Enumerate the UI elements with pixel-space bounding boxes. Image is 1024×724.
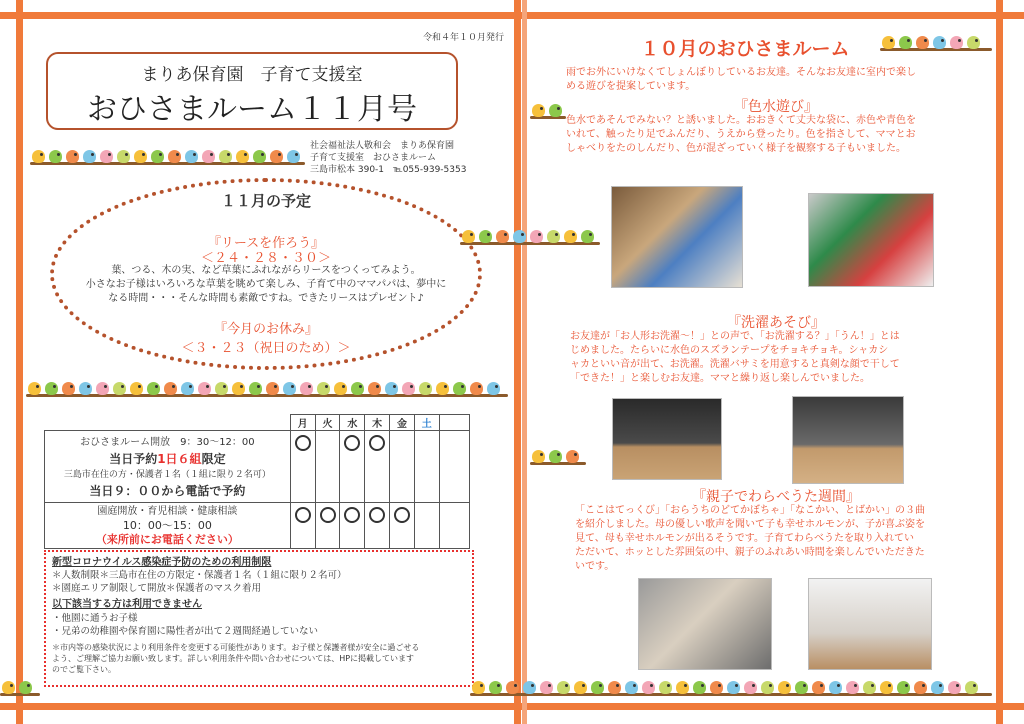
mark-cell	[414, 431, 439, 503]
notice-title: 新型コロナウイルス感染症予防のための利用制限	[52, 557, 272, 568]
section3-line2: を紹介しました。母の優しい歌声を聞いて子も幸せホルモンが、子が喜ぶ姿を	[575, 519, 925, 530]
intro-text	[566, 66, 986, 94]
section3-title: 『親子でわらべうた週間』	[692, 489, 860, 505]
bird-icon	[147, 382, 160, 395]
photo-warabe-children	[808, 578, 932, 670]
bird-icon	[564, 230, 577, 243]
bird-icon	[506, 681, 519, 694]
bird-icon	[549, 104, 562, 117]
bird-icon	[591, 681, 604, 694]
section1-text	[566, 114, 996, 156]
right-heading: １０月のおひさまルーム	[640, 38, 850, 60]
section3-line1: 「ここはてっくび」「おらうちのどてかぼちゃ」「なこかい、とばかい」の３曲	[575, 505, 925, 516]
section2-title: 『洗濯あそび』	[727, 315, 825, 331]
photo-color-water-bag	[808, 193, 934, 287]
reserve-limit-suffix: 限定	[201, 451, 226, 466]
event-desc	[70, 264, 462, 306]
bird-icon	[931, 681, 944, 694]
event-desc-line2: 小さなお子様はいろいろな草葉を眺めて楽しみ、子育て中のママパパは、夢中に	[85, 279, 447, 290]
title-box	[46, 52, 458, 130]
event-desc-line1: 葉、つる、木の実、など草葉にふれながらリースをつくってみよう。	[111, 265, 421, 276]
section1-line3: しゃべりをたのしんだり、色が混ざっていく様子を観察する子もいました。	[566, 143, 906, 154]
table-corner-cell	[45, 415, 291, 431]
bird-icon	[419, 382, 432, 395]
photo-warabe-props	[638, 578, 772, 670]
bird-icon	[368, 382, 381, 395]
frame-center-left-bar	[514, 0, 521, 724]
bird-icon	[270, 150, 283, 163]
bird-icon	[880, 681, 893, 694]
day-mon: 月	[290, 415, 315, 431]
bird-icon	[897, 681, 910, 694]
bird-icon	[215, 382, 228, 395]
section1-title: 『色水遊び』	[734, 99, 818, 115]
bird-icon	[96, 382, 109, 395]
notice-line6: よう、ご理解ご協力お願い致します。詳しい利用条件や問い合わせについては、HPに掲載しています	[52, 654, 415, 663]
schedule-table	[44, 414, 470, 549]
org-address: 三島市松本 390-1	[310, 165, 385, 175]
bird-icon	[479, 230, 492, 243]
photo-laundry-play-tub	[792, 396, 904, 484]
bird-icon	[287, 150, 300, 163]
bird-icon	[513, 230, 526, 243]
section3-text	[575, 504, 995, 574]
frame-top-bar	[0, 12, 1024, 19]
room-open-eligible: 三島市在住の方・保護者１名（１組に限り２名可）	[63, 469, 271, 480]
mark-cell	[390, 503, 415, 549]
mark-cell	[439, 503, 469, 549]
garden-mark-tue	[320, 507, 336, 523]
bird-icon	[547, 230, 560, 243]
bird-icon	[462, 230, 475, 243]
section1-line2: いれて、触ったり足でふんだり、うえから登ったり。色を指さして、ママとお	[566, 129, 916, 140]
room-open-call: 当日９：００から電話で予約	[89, 483, 246, 498]
frame-center-right-bar	[522, 0, 527, 724]
bird-icon	[436, 382, 449, 395]
room-open-cell	[45, 431, 291, 503]
bird-icon	[472, 681, 485, 694]
bird-icon	[540, 681, 553, 694]
bird-icon	[249, 382, 262, 395]
bird-icon	[812, 681, 825, 694]
bird-icon	[334, 382, 347, 395]
bird-icon	[967, 36, 980, 49]
bird-icon	[948, 681, 961, 694]
bird-icon	[266, 382, 279, 395]
bird-icon	[168, 150, 181, 163]
bird-icon	[829, 681, 842, 694]
bird-icon	[608, 681, 621, 694]
org-tel: ℡055-939-5353	[393, 165, 467, 175]
bird-icon	[863, 681, 876, 694]
bird-icon	[727, 681, 740, 694]
bird-icon	[202, 150, 215, 163]
bird-icon	[795, 681, 808, 694]
day-wed: 水	[340, 415, 365, 431]
bird-icon	[549, 450, 562, 463]
garden-open-hours: 10：00〜15：00	[122, 518, 212, 532]
mark-cell	[414, 503, 439, 549]
bird-icon	[530, 230, 543, 243]
bird-icon	[219, 150, 232, 163]
bird-icon	[625, 681, 638, 694]
bird-icon	[693, 681, 706, 694]
subtitle: まりあ保育園 子育て支援室	[141, 65, 363, 85]
bird-icon	[557, 681, 570, 694]
bird-icon	[45, 382, 58, 395]
table-row	[45, 503, 470, 549]
org-line1: 社会福祉法人敬和会 まりあ保育園	[310, 141, 455, 151]
bird-garland-bottom-left	[0, 677, 40, 703]
bird-icon	[83, 150, 96, 163]
bird-icon	[253, 150, 266, 163]
bird-icon	[151, 150, 164, 163]
section3-line4: ただいて、ホッとした雰囲気の中、親子のふれあい時間を楽しんでいただきた	[575, 547, 925, 558]
section2-text	[570, 330, 990, 386]
mark-cell	[390, 431, 415, 503]
mark-cell	[439, 431, 469, 503]
notice-subtitle: 以下該当する方は利用できません	[52, 599, 202, 610]
bird-garland-top-right	[880, 32, 992, 58]
bird-garland-top-left	[30, 146, 305, 172]
issue-date: 令和４年１０月発行	[422, 33, 504, 43]
garden-mark-thu	[369, 507, 385, 523]
bird-icon	[283, 382, 296, 395]
room-open-reserve	[45, 451, 290, 467]
bird-icon	[113, 382, 126, 395]
reserve-limit: 1日６組	[157, 451, 202, 466]
bird-icon	[28, 382, 41, 395]
holiday-dates: ＜３・２３（祝日のため）＞	[181, 341, 351, 356]
garden-open-note: （来所前にお電話ください）	[95, 532, 239, 546]
bird-icon	[236, 150, 249, 163]
table-header-row	[45, 415, 470, 431]
reserve-label: 当日予約	[109, 451, 158, 466]
bird-icon	[181, 382, 194, 395]
bird-icon	[778, 681, 791, 694]
bird-icon	[164, 382, 177, 395]
bird-icon	[916, 36, 929, 49]
notice-line2: ＊園庭エリア制限して開放＊保護者のマスク着用	[52, 583, 262, 594]
bird-icon	[487, 382, 500, 395]
bird-icon	[574, 681, 587, 694]
day-tue: 火	[315, 415, 340, 431]
open-mark-mon	[295, 435, 311, 451]
bird-icon	[402, 382, 415, 395]
mark-cell	[365, 431, 390, 503]
bird-icon	[933, 36, 946, 49]
bird-icon	[470, 382, 483, 395]
day-fri: 金	[390, 415, 415, 431]
garden-open-services: 園庭開放・育児相談・健康相談	[97, 505, 238, 517]
bird-icon	[761, 681, 774, 694]
day-thu: 木	[365, 415, 390, 431]
bird-icon	[49, 150, 62, 163]
event-desc-line3: なる時間・・・そんな時間も素敵ですね。できたリースはプレゼント♪	[108, 293, 424, 304]
photo-laundry-play-room	[612, 398, 722, 480]
bird-icon	[676, 681, 689, 694]
bird-icon	[100, 150, 113, 163]
bird-icon	[523, 681, 536, 694]
bird-garland-mid-right	[460, 226, 600, 252]
bird-icon	[659, 681, 672, 694]
mark-cell	[315, 431, 340, 503]
open-mark-thu	[369, 435, 385, 451]
section3-line5: いです。	[575, 561, 615, 572]
garden-mark-mon	[295, 507, 311, 523]
bird-icon	[496, 230, 509, 243]
bird-icon	[744, 681, 757, 694]
intro-line2: める遊びを提案しています。	[566, 81, 696, 92]
bird-icon	[532, 450, 545, 463]
mark-cell	[315, 503, 340, 549]
photo-color-water-play	[611, 186, 743, 288]
bird-icon	[453, 382, 466, 395]
bird-icon	[899, 36, 912, 49]
frame-left-bar	[16, 0, 23, 724]
section2-line2: じめました。たらいに水色のスズランテープをチョキチョキ。シャカシ	[570, 345, 889, 356]
bird-garland-side-right2	[530, 446, 586, 472]
bird-icon	[710, 681, 723, 694]
bird-icon	[198, 382, 211, 395]
holiday-title: 『今月のお休み』	[213, 322, 318, 337]
bird-icon	[19, 681, 32, 694]
bird-icon	[79, 382, 92, 395]
section2-line3: ャカといい音が出て、お洗濯。洗濯バサミを用意すると真剣な顔で干して	[570, 359, 900, 370]
bird-icon	[882, 36, 895, 49]
schedule-heading: １１月の予定	[220, 192, 311, 210]
garden-mark-wed	[344, 507, 360, 523]
bird-icon	[62, 382, 75, 395]
bird-icon	[2, 681, 15, 694]
bird-icon	[566, 450, 579, 463]
garden-mark-fri	[394, 507, 410, 523]
bird-icon	[66, 150, 79, 163]
bird-icon	[351, 382, 364, 395]
bird-garland-mid-left	[26, 378, 508, 404]
bird-icon	[950, 36, 963, 49]
bird-icon	[134, 150, 147, 163]
notice-line3: ・他園に通うお子様	[52, 613, 138, 624]
mark-cell	[340, 431, 365, 503]
intro-line1: 雨でお外にいけなくてしょんぼりしているお友達。そんなお友達に室内で楽し	[566, 67, 916, 78]
org-contact	[310, 164, 510, 176]
org-info	[310, 140, 510, 176]
bird-icon	[914, 681, 927, 694]
table-row	[45, 431, 470, 503]
bird-icon	[642, 681, 655, 694]
notice-line4: ・兄弟の幼稚園や保育園に陽性者が出て２週間経過していない	[52, 626, 319, 637]
bird-icon	[965, 681, 978, 694]
section2-line1: お友達が「お人形お洗濯〜！」との声で、「お洗濯する？」「うん！」とは	[570, 331, 900, 342]
garden-open-cell	[45, 503, 291, 549]
section3-line3: 見て、母も幸せホルモンが出るそうです。子育てわらべうたを取り入れてい	[575, 533, 914, 544]
mark-cell	[340, 503, 365, 549]
bird-icon	[532, 104, 545, 117]
notice-line5: ＊市内等の感染状況により利用条件を変更する可能性があります。お子様と保護者様が安全に過ごせる	[52, 643, 420, 652]
bird-icon	[300, 382, 313, 395]
bird-icon	[32, 150, 45, 163]
bird-garland-bottom-right	[470, 677, 992, 703]
room-open-hours: おひさまルーム開放 9：30〜12：00	[80, 436, 255, 448]
bird-icon	[130, 382, 143, 395]
notice-box	[44, 550, 474, 687]
bird-icon	[385, 382, 398, 395]
bird-garland-side-right1	[530, 100, 566, 126]
mark-cell	[365, 503, 390, 549]
page-title: おひさまルーム１１月号	[87, 92, 417, 127]
notice-line1: ＊人数制限＊三島市在住の方限定・保護者１名（１組に限り２名可）	[52, 570, 347, 581]
bird-icon	[846, 681, 859, 694]
notice-line7: のでご覧下さい。	[52, 665, 116, 674]
org-line2: 子育て支援室 おひさまルーム	[310, 153, 437, 163]
frame-right-bar	[996, 0, 1003, 724]
mark-cell	[290, 431, 315, 503]
event-title: 『リースを作ろう』	[207, 236, 325, 251]
bird-icon	[317, 382, 330, 395]
bird-icon	[232, 382, 245, 395]
bird-icon	[489, 681, 502, 694]
section1-line1: 色水であそんでみない？と誘いました。おおきくて丈夫な袋に、赤色や青色を	[566, 115, 916, 126]
bird-icon	[581, 230, 594, 243]
section2-line4: 「できた！」と楽しむお友達。ママと繰り返し楽しんでいました。	[570, 373, 870, 384]
table-extra-col	[439, 415, 469, 431]
mark-cell	[290, 503, 315, 549]
frame-bottom-bar	[0, 703, 1024, 710]
event-dates: ＜２４・２８・３０＞	[200, 251, 331, 266]
bird-icon	[117, 150, 130, 163]
day-sat: 土	[414, 415, 439, 431]
open-mark-wed	[344, 435, 360, 451]
bird-icon	[185, 150, 198, 163]
